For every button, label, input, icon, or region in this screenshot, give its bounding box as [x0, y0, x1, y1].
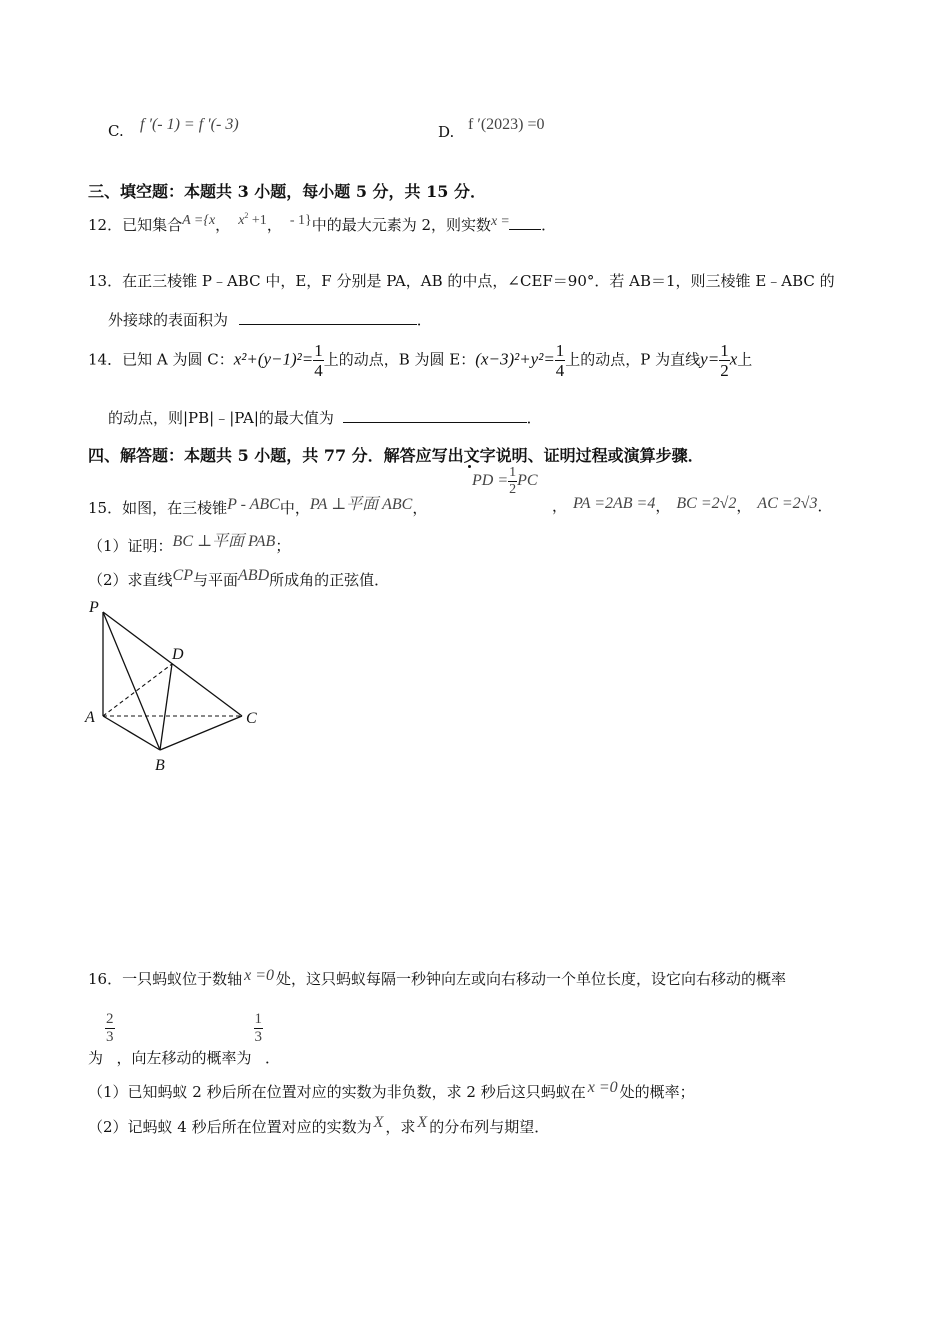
label-b: B: [155, 757, 165, 774]
q12-answer-blank[interactable]: [509, 215, 541, 230]
q13-answer-blank[interactable]: [239, 310, 417, 325]
option-c-expression: f ′(- 1) = f ′(- 3): [140, 116, 239, 133]
question-13-line-1: 13．在正三棱锥 P﹣ABC 中，E，F 分别是 PA，AB 的中点，∠CEF＝90°．若 AB＝1，则三棱锥 E﹣ABC 的: [88, 272, 835, 290]
q15-fraction: $\frac{1}{2}$: [509, 465, 517, 497]
question-13-line-2: 外接球的表面积为 ．: [108, 311, 432, 329]
edge-bd: [160, 664, 172, 750]
q16-fraction-right: $\frac{2}{3}$: [106, 1011, 114, 1045]
label-d: D: [172, 646, 184, 663]
q14-fraction-1: $\frac{1}{4}$: [314, 341, 323, 380]
label-p: P: [89, 599, 99, 616]
option-d-expression: f ′(2023) =0: [468, 116, 545, 133]
edge-bc: [160, 716, 242, 750]
edge-ab: [103, 716, 160, 750]
label-c: C: [246, 710, 257, 727]
section-3-title: 三、填空题：本题共 3 小题，每小题 5 分，共 15 分．: [88, 182, 486, 201]
q15-part-2: （2）求直线CP与平面ABD所成角的正弦值．: [88, 567, 390, 589]
q16-part-2: （2）记蚂蚁 4 秒后所在位置对应的实数为 X ，求 X 的分布列与期望．: [88, 1114, 550, 1136]
q14-fraction-3: $\frac{1}{2}$: [720, 341, 729, 380]
pyramid-figure: [80, 592, 280, 782]
q12-number: 12．: [88, 216, 123, 234]
question-16-line-1: 16．一只蚂蚁位于数轴 x =0 处，这只蚂蚁每隔一秒钟向左或向右移动一个单位长度，设它向右移动的概率: [88, 967, 787, 988]
q14-answer-blank[interactable]: [343, 408, 527, 423]
question-14-line-1: 14．已知 A 为圆 C：x²+(y−1)²= $\frac{1}{4}$ 上的动点，B 为圆 E：(x−3)²+y²= $\frac{1}{4}$ 上的动点，P 为直线y= $\frac{1}{2}$ x上: [88, 341, 753, 380]
section-4-title: 四、解答题：本题共 5 小题，共 77 分．解答应写出文字说明、证明过程或演算步骤．: [88, 446, 704, 465]
q15-conditions: ， PA =2AB =4， BC =2√2， AC =2√3．: [552, 495, 833, 515]
question-16-line-2: 为 $\frac{2}{3}$ ，向左移动的概率为 $\frac{1}{3}$ ．: [88, 1011, 281, 1067]
option-c-label: C.: [108, 122, 124, 140]
edge-ad-hidden: [103, 664, 172, 716]
option-c: [108, 122, 124, 140]
q14-number: 14．: [88, 350, 123, 369]
q14-fraction-2: $\frac{1}{4}$: [555, 341, 565, 380]
question-14-line-2: 的动点，则|PB|﹣|PA|的最大值为 ．: [108, 409, 542, 427]
option-d: [438, 123, 454, 141]
q16-part-1: （1）已知蚂蚁 2 秒后所在位置对应的实数为非负数，求 2 秒后这只蚂蚁在 x =0 处的概率；: [88, 1079, 695, 1101]
question-12: 12．已知集合A ={x， $x^2 +1$， - 1}中的最大元素为 2，则实数x = ．: [88, 211, 557, 234]
question-15-line-1: 15．如图，在三棱锥P - ABC中，PA ⊥平面 ABC，: [88, 496, 428, 517]
q15-vector-relation: PD = $\frac{1}{2}$ PC: [472, 465, 538, 497]
label-a: A: [85, 709, 95, 726]
q16-fraction-left: $\frac{1}{3}$: [254, 1011, 263, 1045]
option-d-label: D.: [438, 123, 455, 141]
vector-dot-mark: [468, 465, 471, 468]
q15-number: 15．: [88, 499, 123, 517]
q15-part-1: （1）证明：BC ⊥平面 PAB；: [88, 533, 291, 555]
